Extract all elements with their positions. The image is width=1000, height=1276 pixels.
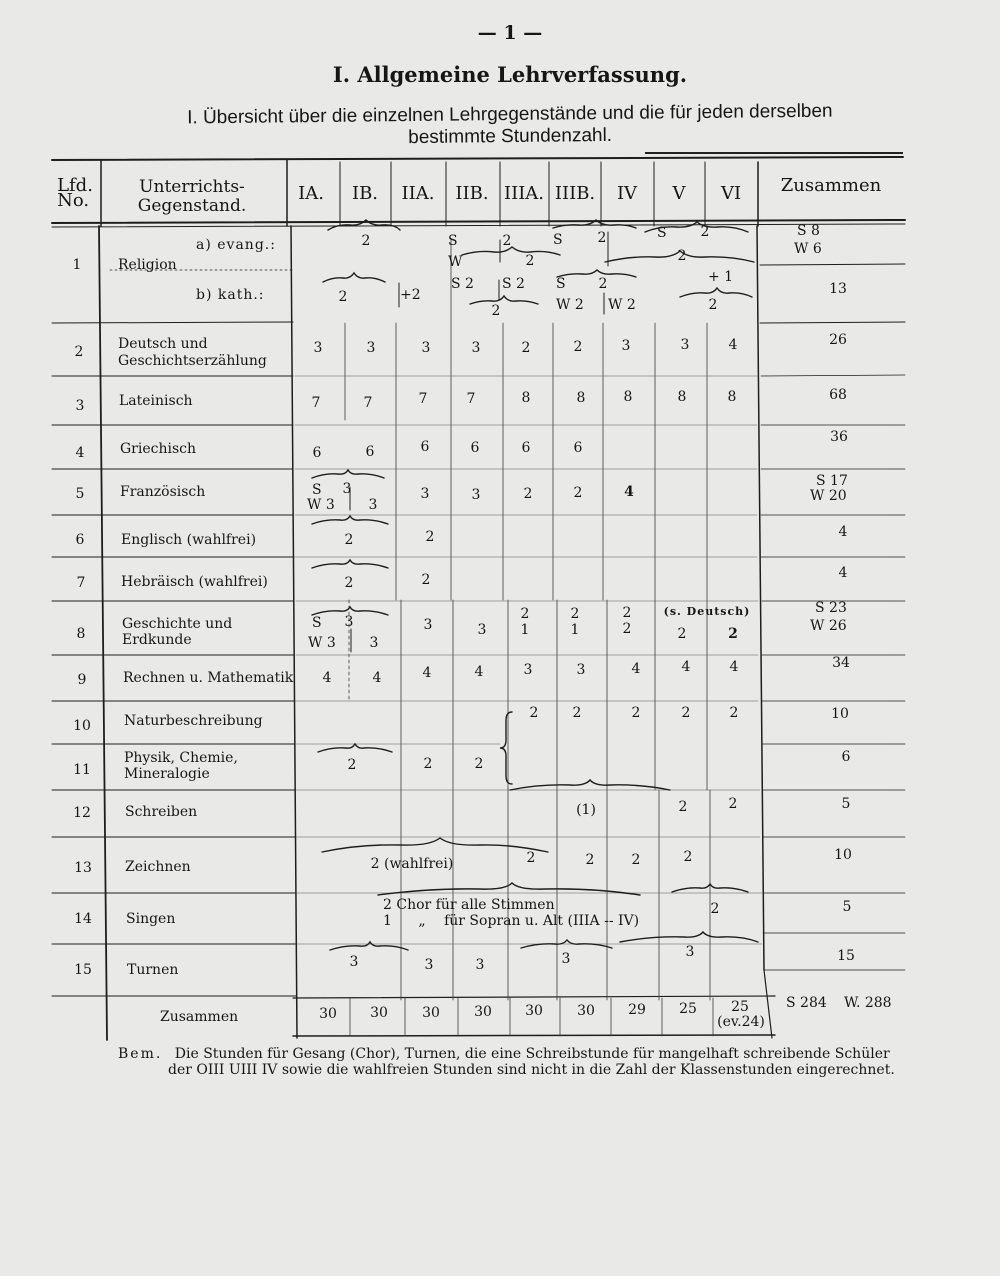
cell-value: 3 bbox=[561, 951, 571, 967]
sum-note: (ev.24) bbox=[717, 1014, 765, 1030]
cell-value: 2 bbox=[573, 339, 583, 355]
cell-value: + 1 bbox=[708, 269, 734, 285]
subject-name: Schreiben bbox=[125, 804, 198, 820]
cell-value: 3 bbox=[471, 487, 481, 503]
header-class-vi: VI bbox=[720, 183, 742, 204]
cell-value: 8 bbox=[623, 389, 633, 405]
cell-value: 3 bbox=[685, 944, 695, 960]
cell-value: 2 bbox=[421, 572, 431, 588]
section-title: I. Allgemeine Lehrverfassung. bbox=[332, 62, 688, 87]
row-number: 2 bbox=[74, 344, 84, 360]
header-class-v: V bbox=[672, 183, 686, 204]
cell-value: 4 bbox=[322, 670, 332, 686]
row-number: 4 bbox=[75, 445, 85, 461]
cell-value: 2 bbox=[631, 705, 641, 721]
footnote bbox=[118, 1046, 918, 1078]
cell-value: 2 bbox=[423, 756, 433, 772]
cell-value: 3 bbox=[420, 486, 430, 502]
cell-value: (1) bbox=[576, 802, 596, 818]
total-value: 5 bbox=[842, 899, 852, 915]
cell-value: 2 bbox=[681, 705, 691, 721]
total-value: W 6 bbox=[794, 241, 822, 257]
cell-value: +2 bbox=[400, 287, 421, 303]
cell-value: 2 bbox=[361, 233, 371, 249]
cell-value: 3 bbox=[471, 340, 481, 356]
cell-value: 7 bbox=[466, 391, 476, 407]
header-class-iia: IIA. bbox=[401, 183, 435, 204]
sum-value: 30 bbox=[474, 1004, 492, 1020]
subject-name: Lateinisch bbox=[119, 393, 193, 409]
cell-value: 2 bbox=[677, 626, 687, 642]
cell-value: 2 bbox=[520, 606, 530, 622]
caption-line-2: bestimmte Stundenzahl. bbox=[408, 124, 613, 149]
cell-value: 2 bbox=[491, 303, 501, 319]
cell-value: 6 bbox=[573, 440, 583, 456]
cell-value: W 3 bbox=[307, 497, 335, 513]
cell-value: 3 bbox=[313, 340, 323, 356]
table-caption bbox=[150, 100, 870, 152]
cell-value: 2 bbox=[728, 796, 738, 812]
cell-value: 3 bbox=[344, 614, 354, 630]
total-value: 15 bbox=[837, 948, 855, 964]
row-number: 9 bbox=[77, 672, 87, 688]
header-class-iiib: IIIB. bbox=[554, 183, 596, 204]
cell-value: 3 bbox=[423, 617, 433, 633]
row-number: 10 bbox=[73, 718, 91, 734]
cell-value: 2 bbox=[729, 705, 739, 721]
cell-value: 2 bbox=[526, 850, 536, 866]
total-value: W 26 bbox=[810, 618, 847, 634]
row-number: 7 bbox=[76, 575, 86, 591]
cell-value: 2 bbox=[622, 621, 632, 637]
cell-value: 2 bbox=[678, 799, 688, 815]
cell-value: 2 bbox=[474, 756, 484, 772]
cell-value: W 3 bbox=[308, 635, 336, 651]
cell-value: 7 bbox=[311, 395, 321, 411]
cell-value: 4 bbox=[729, 659, 739, 675]
cell-value: 6 bbox=[420, 439, 430, 455]
total-value: 10 bbox=[831, 706, 849, 722]
row-number: 14 bbox=[74, 911, 92, 927]
cell-value: 1 bbox=[520, 622, 530, 638]
cell-value: 2 bbox=[523, 486, 533, 502]
header-lfd: Lfd. No. bbox=[57, 175, 93, 211]
cell-value: 1 bbox=[570, 622, 580, 638]
subject-name: Religion bbox=[118, 257, 177, 273]
row-number: 3 bbox=[75, 398, 85, 414]
total-value: 13 bbox=[829, 281, 847, 297]
cell-value: 3 bbox=[368, 497, 378, 513]
row-number: 5 bbox=[75, 486, 85, 502]
subject-name: Griechisch bbox=[120, 441, 197, 457]
cell-value: 2 (wahlfrei) bbox=[370, 856, 454, 872]
cell-value: 2 bbox=[525, 253, 535, 269]
row-number: 12 bbox=[73, 805, 91, 821]
subject-name: Rechnen u. Mathematik bbox=[123, 670, 294, 686]
total-value: 4 bbox=[838, 565, 848, 581]
total-value: 5 bbox=[841, 796, 851, 812]
footnote-label: Bem. bbox=[118, 1046, 163, 1062]
cell-value: 2 bbox=[572, 705, 582, 721]
header-class-iiia: IIIA. bbox=[503, 183, 545, 204]
subject-name: Physik, Chemie, Mineralogie bbox=[124, 750, 238, 782]
cell-value: 2 bbox=[585, 852, 595, 868]
sum-value: 30 bbox=[422, 1005, 440, 1021]
cell-value: 2 bbox=[338, 289, 348, 305]
sum-value: 30 bbox=[370, 1005, 388, 1021]
footnote-line-1: Die Stunden für Gesang (Chor), Turnen, die eine Schreibstunde für mangelhaft schreibende Schüler bbox=[174, 1046, 890, 1062]
row-number: 6 bbox=[75, 532, 85, 548]
cell-value: W 2 bbox=[608, 297, 636, 313]
cell-value: 4 bbox=[728, 337, 738, 353]
cell-note: (s. Deutsch) bbox=[663, 605, 751, 618]
cell-value: 2 bbox=[677, 248, 687, 264]
cell-value: 2 bbox=[683, 849, 693, 865]
cell-value: 8 bbox=[727, 389, 737, 405]
header-total: Zusammen bbox=[780, 175, 882, 196]
sum-value: 30 bbox=[319, 1006, 337, 1022]
subject-name: Naturbeschreibung bbox=[124, 713, 263, 729]
cell-value: 2 bbox=[347, 757, 357, 773]
cell-value: 6 bbox=[470, 440, 480, 456]
cell-value: 3 bbox=[369, 635, 379, 651]
cell-value: 7 bbox=[418, 391, 428, 407]
header-class-iv: IV bbox=[616, 183, 638, 204]
cell-value: 6 bbox=[365, 444, 375, 460]
row-number: 8 bbox=[76, 626, 86, 642]
cell-value: 2 bbox=[529, 705, 539, 721]
header-subject: Unterrichts- Gegenstand. bbox=[137, 177, 247, 216]
cell-value: 2 bbox=[521, 340, 531, 356]
cell-value: 2 bbox=[708, 297, 718, 313]
cell-value: 6 bbox=[521, 440, 531, 456]
subject-name: Englisch (wahlfrei) bbox=[121, 532, 257, 548]
cell-value: 3 bbox=[421, 340, 431, 356]
cell-value: 3 bbox=[576, 662, 586, 678]
row-number: 13 bbox=[74, 860, 92, 876]
sum-total: S 284 bbox=[786, 995, 827, 1011]
cell-value: 8 bbox=[521, 390, 531, 406]
caption-underline bbox=[645, 152, 903, 154]
subject-name: Zeichnen bbox=[125, 859, 191, 875]
cell-value: 2 bbox=[573, 485, 583, 501]
row-number: 1 bbox=[72, 257, 82, 273]
total-value: 6 bbox=[841, 749, 851, 765]
cell-value: W 2 bbox=[556, 297, 584, 313]
cell-value: 2 bbox=[598, 276, 608, 292]
cell-marker: S bbox=[553, 232, 563, 248]
cell-value: 2 bbox=[344, 532, 354, 548]
cell-value: 2 bbox=[710, 901, 720, 917]
cell-value: 2 bbox=[631, 852, 641, 868]
cell-value: 8 bbox=[576, 390, 586, 406]
sum-value: 30 bbox=[525, 1003, 543, 1019]
cell-value: S 2 bbox=[451, 276, 474, 292]
cell-value: 4 bbox=[474, 664, 484, 680]
cell-value: 6 bbox=[312, 445, 322, 461]
cell-value: 3 bbox=[424, 957, 434, 973]
cell-value: S 2 bbox=[502, 276, 525, 292]
cell-marker: S bbox=[312, 482, 322, 498]
subject-name: Französisch bbox=[120, 484, 206, 500]
sum-value: 29 bbox=[628, 1002, 646, 1018]
cell-value: 2 bbox=[502, 233, 512, 249]
cell-marker: S bbox=[448, 233, 458, 249]
cell-value: 2 bbox=[570, 606, 580, 622]
subject-sub-a: a) evang.: bbox=[196, 237, 276, 253]
subject-name: Singen bbox=[126, 911, 176, 927]
cell-value: 3 bbox=[342, 481, 352, 497]
cell-value: 2 bbox=[700, 224, 710, 240]
sum-total: W. 288 bbox=[844, 995, 892, 1011]
cell-value: 3 bbox=[349, 954, 359, 970]
total-value: W 20 bbox=[810, 488, 847, 504]
sum-value: 30 bbox=[577, 1003, 595, 1019]
sum-label: Zusammen bbox=[160, 1009, 239, 1025]
total-value: 36 bbox=[830, 429, 848, 445]
row-number: 11 bbox=[73, 762, 91, 778]
cell-value: 4 bbox=[422, 665, 432, 681]
total-value: 10 bbox=[834, 847, 852, 863]
cell-value: 2 bbox=[344, 575, 354, 591]
cell-value: 2 bbox=[425, 529, 435, 545]
cell-marker: W bbox=[448, 254, 463, 270]
cell-value: 3 bbox=[475, 957, 485, 973]
cell-value: 3 bbox=[523, 662, 533, 678]
subject-name: Geschichte und Erdkunde bbox=[122, 616, 233, 648]
cell-value: 4 bbox=[372, 670, 382, 686]
cell-marker: S bbox=[312, 615, 322, 631]
sum-value: 25 bbox=[731, 999, 749, 1015]
cell-value: 3 bbox=[366, 340, 376, 356]
total-value: 34 bbox=[832, 655, 850, 671]
cell-value: 8 bbox=[677, 389, 687, 405]
cell-value: 3 bbox=[621, 338, 631, 354]
cell-marker: S bbox=[556, 276, 566, 292]
cell-value: 4 bbox=[681, 659, 691, 675]
cell-value: 3 bbox=[680, 337, 690, 353]
row-number: 15 bbox=[74, 962, 92, 978]
cell-value: 2 bbox=[622, 605, 632, 621]
header-class-ib: IB. bbox=[351, 183, 379, 204]
total-value: S 17 bbox=[816, 473, 848, 489]
header-class-iib: IIB. bbox=[455, 183, 489, 204]
total-value: S 23 bbox=[815, 600, 847, 616]
subject-name: Deutsch und Geschichtserzählung bbox=[118, 336, 267, 369]
header-class-ia: IA. bbox=[298, 183, 324, 204]
cell-value: 4 bbox=[631, 661, 641, 677]
total-value: S 8 bbox=[797, 223, 820, 239]
cell-value: 1 „ für Sopran u. Alt (IIIA -- IV) bbox=[383, 913, 640, 929]
total-value: 26 bbox=[829, 332, 847, 348]
cell-marker: S bbox=[657, 225, 667, 241]
subject-sub-b: b) kath.: bbox=[196, 287, 265, 303]
subject-name: Hebräisch (wahlfrei) bbox=[121, 574, 268, 590]
cell-value: 2 bbox=[597, 230, 607, 246]
caption-line-1: I. Übersicht über die einzelnen Lehrgegenstände und die für jeden derselben bbox=[187, 100, 833, 129]
cell-value: 7 bbox=[363, 395, 373, 411]
total-value: 68 bbox=[829, 387, 847, 403]
footnote-line-2: der OIII UIII IV sowie die wahlfreien Stunden sind nicht in die Zahl der Klassenstunden eingerechnet. bbox=[168, 1062, 895, 1078]
cell-value: 4 bbox=[624, 484, 634, 500]
cell-value: 3 bbox=[477, 622, 487, 638]
sum-value: 25 bbox=[679, 1001, 697, 1017]
page-number: — 1 — bbox=[477, 22, 543, 44]
cell-value: 2 Chor für alle Stimmen bbox=[383, 897, 555, 913]
total-value: 4 bbox=[838, 524, 848, 540]
cell-value: 2 bbox=[728, 626, 738, 642]
subject-name: Turnen bbox=[127, 962, 179, 978]
